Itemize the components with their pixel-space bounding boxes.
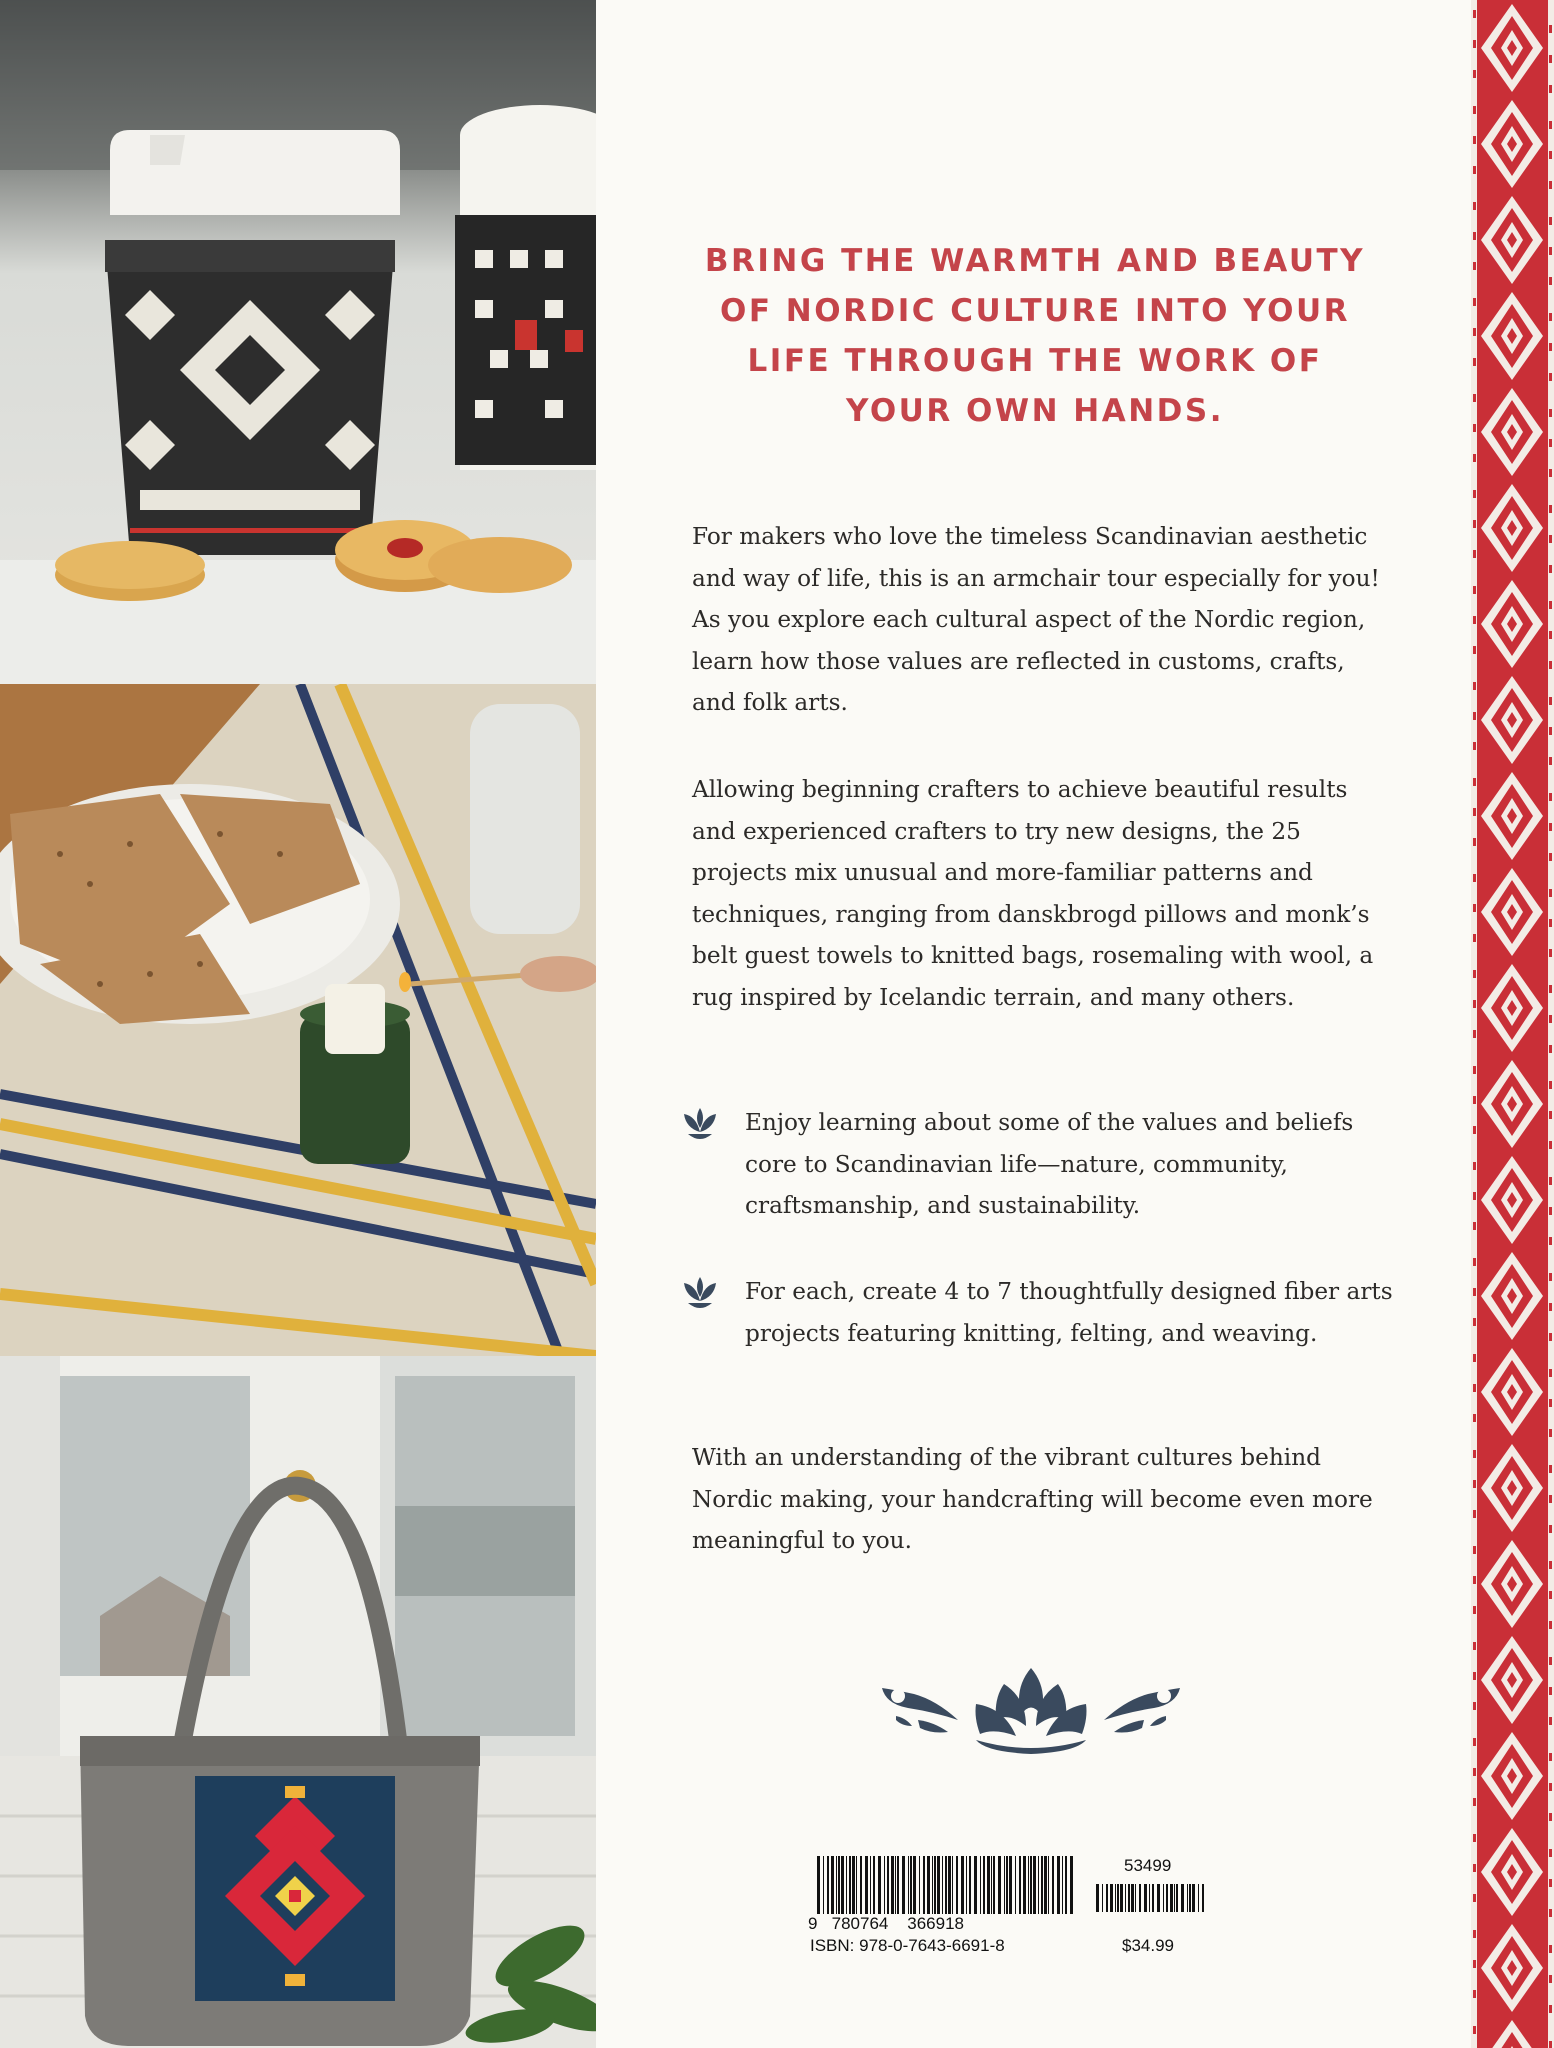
price: $34.99	[1122, 1936, 1174, 1955]
crispbread-table-runner-photo	[0, 684, 596, 1356]
isbn-text: ISBN: 978-0-7643-6691-8	[810, 1936, 1005, 1955]
woven-tote-bag-photo	[0, 1356, 596, 2048]
tulip-bullet-icon	[680, 1106, 720, 1140]
bullet-text: Enjoy learning about some of the values and beliefs core to Scandinavian life—nature, community, craftsmanship, and sustainability.	[745, 1109, 1354, 1219]
rosemaling-flower-ornament-icon	[876, 1660, 1186, 1755]
headline-line: BRING THE WARMTH AND BEAUTY	[704, 243, 1366, 279]
woven-border-pattern	[1471, 0, 1554, 2048]
headline	[640, 236, 1430, 436]
headline-line: YOUR OWN HANDS.	[845, 393, 1225, 429]
isbn-barcode	[815, 1856, 1075, 1914]
price-addon-barcode	[1094, 1884, 1206, 1912]
closing-paragraph: With an understanding of the vibrant cultures behind Nordic making, your handcrafting will become even more meaningful to you.	[692, 1444, 1373, 1554]
headline-line: LIFE THROUGH THE WORK OF	[747, 343, 1323, 379]
tulip-bullet-icon	[680, 1275, 720, 1309]
barcode-digits: 9 780764 366918	[808, 1914, 964, 1933]
barcode-block	[780, 1850, 1220, 1970]
price-code: 53499	[1124, 1856, 1172, 1875]
headline-line: OF NORDIC CULTURE INTO YOUR	[719, 293, 1350, 329]
cup-cozies-photo	[0, 0, 596, 684]
intro-paragraph: For makers who love the timeless Scandinavian aesthetic and way of life, this is an armchair tour especially for you! As you explore each cultural aspect of the Nordic region, learn how those values are reflected in customs, crafts, and folk arts.	[692, 523, 1380, 716]
bullet-text: For each, create 4 to 7 thoughtfully designed fiber arts projects featuring knitting, felting, and weaving.	[745, 1278, 1393, 1347]
projects-paragraph: Allowing beginning crafters to achieve beautiful results and experienced crafters to try new designs, the 25 projects mix unusual and more-familiar patterns and techniques, ranging from danskbrogd pillows and monk’s belt guest towels to knitted bags, rosemaling with wool, a rug inspired by Icelandic terrain, and many others.	[692, 776, 1374, 1011]
